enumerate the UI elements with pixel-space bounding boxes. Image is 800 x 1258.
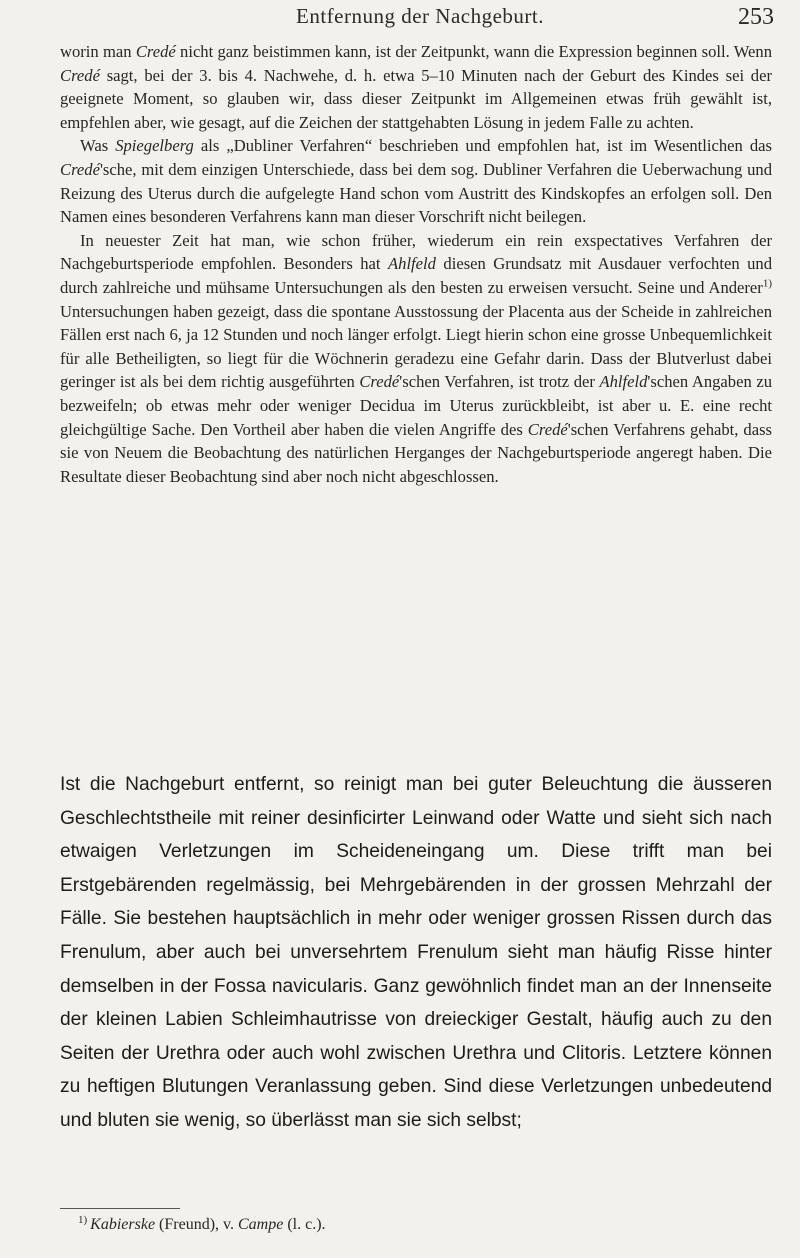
paragraph-expression-timing [60, 40, 772, 134]
text-run: 'sche, mit dem einzigen Unterschiede, dass bei dem sog. Dubliner Verfahren die Ueberwachung und Reizung des Uterus durch die aufgelegte Hand schon vom Austritt des Kindskopfes an erfolgen soll. Den Namen eines besonderen Verfahrens kann man dieser Vorschrift nicht beilegen. [60, 159, 772, 227]
author-name: Credé [359, 372, 400, 392]
author-name: Credé [60, 159, 100, 179]
footnote-divider [60, 1208, 180, 1209]
text-run: nicht ganz beistimmen kann, ist der Zeitpunkt, wann die Expression beginnen soll. Wenn [175, 42, 772, 61]
text-run: diesen Grundsatz mit Ausdauer verfochten und durch zahlreiche und mühsame Untersuchungen als den besten zu erweisen versucht. Seine und Anderer [60, 254, 772, 297]
paragraph-expectative-method [60, 229, 772, 489]
text-run: Untersuchungen haben gezeigt, dass die spontane Ausstossung der Placenta aus der Scheide in zahlreichen Fällen erst nach 6, ja 12 Stunden und noch länger erfolgt. Liegt hierin schon eine grosse Unbequemlichkeit für alle Betheiligten, so liegt für die Wöchnerin geradezu eine Gefahr darin. Dass der Blutverlust dabei geringer ist als bei dem richtig ausgeführten [60, 301, 772, 392]
footnote-author: Campe [238, 1216, 284, 1233]
text-run: 'schen Angaben zu bezweifeln; ob etwas mehr oder weniger Decidua im Uterus zurückbleibt, ist aber u. E. eine recht gleichgültige Sache. Den Vortheil aber haben die vielen Angriffe des [60, 372, 773, 439]
page-number: 253 [738, 4, 774, 30]
footnote-reference: 1) [762, 277, 772, 290]
text-run: (Freund), v. [155, 1216, 238, 1233]
small-print-section [60, 40, 772, 488]
footnote [78, 1214, 326, 1236]
text-run: Was [80, 136, 116, 156]
author-name: Credé [135, 42, 176, 61]
text-run: 'schen Verfahrens gehabt, dass sie von Neuem die Beobachtung des natürlichen Herganges der Nachgeburtsperiode angeregt haben. Die Resultate dieser Beobachtung sind aber noch nicht abgeschlossen. [60, 419, 772, 486]
footnote-mark: 1) [78, 1213, 88, 1226]
main-text-section [60, 768, 772, 1138]
footnote-author: Kabierske [90, 1216, 156, 1233]
running-head [60, 4, 780, 38]
text-run: 'schen Verfahren, ist trotz der [399, 372, 600, 392]
text-run: In neuester Zeit hat man, wie schon früher, wiederum ein rein exspectatives Verfahren der Nachgeburtsperiode empfohlen. Besonders hat [60, 230, 772, 274]
text-run: (l. c.). [283, 1216, 326, 1233]
author-name: Credé [60, 65, 100, 85]
text-run: worin man [60, 42, 136, 61]
author-name: Credé [527, 419, 568, 439]
author-name: Ahlfeld [599, 372, 648, 392]
paragraph-dubliner-method [60, 134, 772, 228]
text-run: als „Dubliner Verfahren“ beschrieben und empfohlen hat, ist im Wesentlichen das [193, 136, 772, 156]
paragraph-cleaning-and-injuries: Ist die Nachgeburt entfernt, so reinigt man bei guter Beleuchtung die äusseren Geschlechtstheile mit reiner desinficirter Leinwand oder Watte und sieht sich nach etwaigen Verletzungen im Scheideneingang um. Diese trifft man bei Erstgebärenden regelmässig, bei Mehrgebärenden in der grossen Mehrzahl der Fälle. Sie bestehen hauptsächlich in mehr oder weniger grossen Rissen durch das Frenulum, aber auch bei unversehrtem Frenulum sieht man häufig Risse hinter demselben in der Fossa navicularis. Ganz gewöhnlich findet man an der Innenseite der kleinen Labien Schleimhautrisse von dreieckiger Gestalt, häufig auch zu den Seiten der Urethra oder auch wohl zwischen Urethra und Clitoris. Letztere können zu heftigen Blutungen Veranlassung geben. Sind diese Verletzungen unbedeutend und bluten sie wenig, so überlässt man sie sich selbst; [60, 774, 772, 1131]
author-name: Spiegelberg [115, 136, 194, 156]
text-run: sagt, bei der 3. bis 4. Nachwehe, d. h. etwa 5–10 Minuten nach der Geburt des Kindes sei der geeignete Moment, so glauben wir, dass dieser Zeitpunkt im Allgemeinen etwas früh gewählt ist, empfehlen aber, wie gesagt, auf die Zeichen der stattgehabten Lösung in jedem Falle zu achten. [60, 65, 772, 132]
running-title: Entfernung der Nachgeburt. [296, 4, 544, 28]
author-name: Ahlfeld [388, 254, 436, 274]
